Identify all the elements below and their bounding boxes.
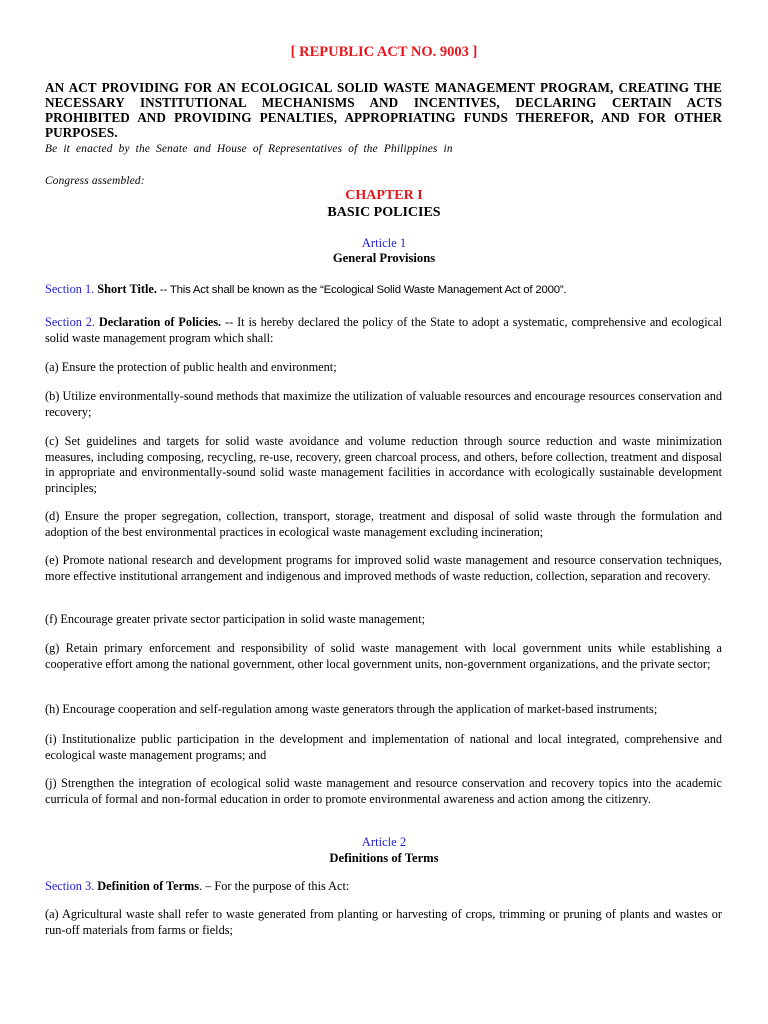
policy-item-i: (i) Institutionalize public participation in the development and implementation of national and local integrated, comprehensive and ecological waste management programs; and — [45, 732, 722, 762]
act-title: AN ACT PROVIDING FOR AN ECOLOGICAL SOLID WASTE MANAGEMENT PROGRAM, CREATING THE NECESSARY INSTITUTIONAL MECHANISMS AND INCENTIVES, DECLARING CERTAIN ACTS PROHIBITED AND PROVIDING PENALTIES, APPROPRIATING FUNDS THEREFOR, AND FOR OTHER PURPOSES. — [45, 80, 722, 140]
section-2 — [45, 315, 722, 346]
section-3-heading: Definition of Terms — [97, 879, 200, 893]
policy-item-f: (f) Encourage greater private sector participation in solid waste management; — [45, 612, 426, 626]
chapter-number: CHAPTER I — [345, 188, 423, 203]
policy-item-j: (j) Strengthen the integration of ecological solid waste management and resource conservation and recovery topics into the academic curricula of formal and non-formal education in order to promote environmental awareness and action among the citizenry. — [45, 776, 722, 806]
policy-item-a: (a) Ensure the protection of public health and environment; — [45, 360, 337, 374]
policy-item-e: (e) Promote national research and development programs for improved solid waste management and resource conservation techniques, more effective institutional arrangement and indigenous and improved methods of waste reduction, collection, separation and recovery. — [45, 553, 722, 583]
section-2-heading: Declaration of Policies. — [98, 315, 222, 329]
section-1-text: -- This Act shall be known as the “Ecological Solid Waste Management Act of 2000”. — [156, 284, 567, 296]
section-3-label: Section 3. — [45, 879, 95, 893]
policy-item-g: (g) Retain primary enforcement and responsibility of solid waste management with local government units while establishing a cooperative effort among the national government, other local government units, non-government organizations, and the private sector; — [45, 641, 722, 671]
policy-item-c: (c) Set guidelines and targets for solid waste avoidance and volume reduction through source reduction and waste minimization measures, including composing, recycling, re-use, recovery, green charcoal process, and others, before collection, treatment and disposal in appropriate and environmentally-sound solid waste management facilities in accordance with ecologically sustainable development principles; — [45, 434, 722, 495]
chapter-title: BASIC POLICIES — [327, 205, 441, 220]
section-1-label: Section 1. — [45, 282, 95, 296]
policy-item-d: (d) Ensure the proper segregation, collection, transport, storage, treatment and disposal of solid waste through the formulation and adoption of the best environmental practices in ecological waste management excluding incineration; — [45, 509, 722, 539]
section-3-text: . – For the purpose of this Act: — [199, 879, 350, 893]
article-1-label: Article 1 — [361, 236, 407, 250]
policy-item-b: (b) Utilize environmentally-sound methods that maximize the utilization of valuable resources and encourage resources conservation and recovery; — [45, 389, 722, 419]
section-1 — [45, 282, 722, 299]
enactment-clause-line2: Congress assembled: — [45, 175, 145, 187]
definition-item-a: (a) Agricultural waste shall refer to waste generated from planting or harvesting of crops, trimming or pruning of plants and wastes or run-off materials from farms or fields; — [45, 907, 722, 937]
act-number: [ REPUBLIC ACT NO. 9003 ] — [290, 44, 478, 60]
section-2-label: Section 2. — [45, 315, 96, 329]
section-2-text: -- It is hereby declared the policy of the State to adopt a systematic, comprehensive and ecological solid waste management program which shall: — [45, 315, 723, 345]
article-1-title: General Provisions — [332, 251, 436, 265]
section-1-heading: Short Title. — [97, 282, 157, 296]
article-2-title: Definitions of Terms — [329, 851, 439, 865]
article-2-label: Article 2 — [361, 835, 407, 849]
policy-item-h: (h) Encourage cooperation and self-regulation among waste generators through the application of market-based instruments; — [45, 702, 658, 716]
section-3 — [45, 879, 722, 895]
enactment-clause-line1: Be it enacted by the Senate and House of Representatives of the Philippines in — [45, 143, 453, 155]
